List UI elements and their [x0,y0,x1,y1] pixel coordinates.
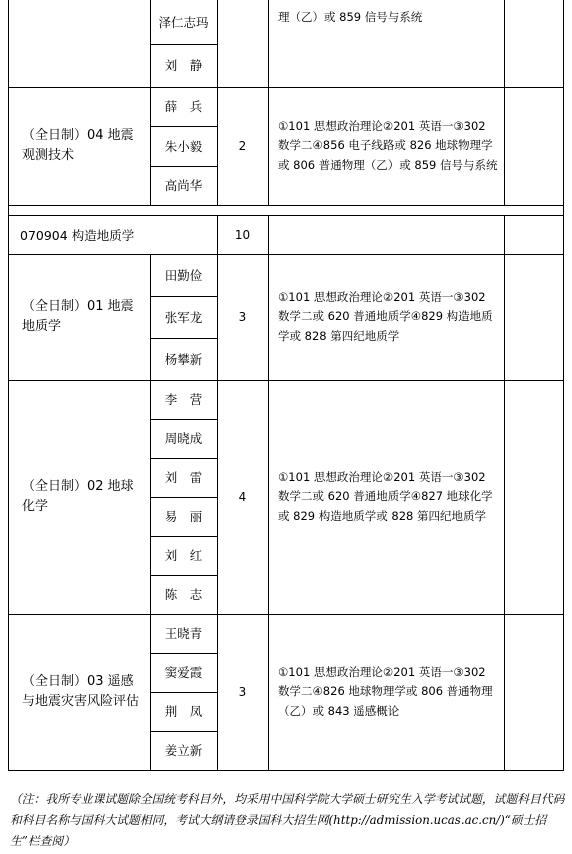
tutor-name: 窦爱霞 [164,665,203,680]
table-border [150,44,217,45]
exam-subjects: ①101 思想政治理论②201 英语一③302 数学二④826 地球物理学或 806 普通物理（乙）或 843 遥感概论 [278,664,493,718]
exam-subjects: 理（乙）或 859 信号与系统 [278,10,423,24]
major-quota: 10 [234,227,251,242]
tutor-name: 高尚华 [164,178,203,193]
tutor-name: 易 丽 [164,509,203,524]
research-direction: （全日制）04 地震观测技术 [22,128,134,163]
table-border [8,614,564,615]
table-border [150,254,151,771]
tutor-name: 刘 红 [164,548,203,563]
table-border [150,497,217,498]
tutor-name: 薛 兵 [164,99,203,114]
table-border [8,770,564,771]
table-border [150,575,217,576]
table-border [150,692,217,693]
quota-value: 3 [238,309,247,324]
quota-value: 4 [238,489,247,504]
table-border [268,0,269,206]
tutor-name: 杨攀新 [164,351,203,367]
table-border [150,0,151,206]
tutor-name: 刘 雷 [164,470,203,485]
research-direction: （全日制）02 地球化学 [22,479,134,514]
tutor-name: 刘 静 [164,58,203,73]
research-direction: （全日制）01 地震地质学 [22,299,134,334]
table-border [268,216,269,771]
tutor-name: 朱小毅 [164,138,203,154]
major-name: 070904 构造地质学 [20,227,135,243]
table-border [8,254,564,255]
table-border [563,216,564,771]
tutor-name: 王晓青 [164,626,203,641]
tutor-name: 张军龙 [164,309,203,325]
tutor-name: 荆 凤 [164,704,203,719]
table-border [150,458,217,459]
tutor-name: 周晓成 [164,431,203,446]
table-border [563,0,564,206]
table-border [150,419,217,420]
table-border [217,0,218,206]
table-border [150,536,217,537]
table-border [150,126,217,127]
table-border [8,205,564,206]
table-border [150,338,217,339]
table-border [504,0,505,206]
table-border [150,296,217,297]
table-border [150,653,217,654]
table-border [8,216,9,771]
exam-subjects: ①101 思想政治理论②201 英语一③302 数学二或 620 普通地质学④827 地球化学或 829 构造地质学或 828 第四纪地质学 [278,469,493,523]
table-border [150,731,217,732]
quota-value: 3 [238,684,247,699]
research-direction: （全日制）03 遥感与地震灾害风险评估 [22,674,140,709]
tutor-name: 田勤俭 [164,267,203,283]
exam-subjects: ①101 思想政治理论②201 英语一③302 数学二或 620 普通地质学④829 构造地质学或 828 第四纪地质学 [278,289,493,343]
table-border [8,215,564,216]
table-border [8,380,564,381]
tutor-name: 泽仁志玛 [158,14,209,30]
exam-subjects: ①101 思想政治理论②201 英语一③302 数学二④856 电子线路或 826 地球物理学或 806 普通物理（乙）或 859 信号与系统 [278,118,498,172]
table-border [504,216,505,771]
footnote: （注：我所专业课试题除全国统考科目外，均采用中国科学院大学硕士研究生入学考试试题，试题科目代码和科目名称与国科大试题相同，考试大纲请登录国科大招生网(http://admission.ucas.ac.cn/)“硕士招生”栏查阅） [10,792,565,848]
tutor-name: 李 营 [164,392,203,407]
table-border [150,166,217,167]
quota-value: 2 [238,138,247,153]
table-border [8,0,9,206]
tutor-name: 姜立新 [164,743,203,758]
table-border [8,87,564,88]
table-border [217,216,218,771]
tutor-name: 陈 志 [164,587,203,602]
